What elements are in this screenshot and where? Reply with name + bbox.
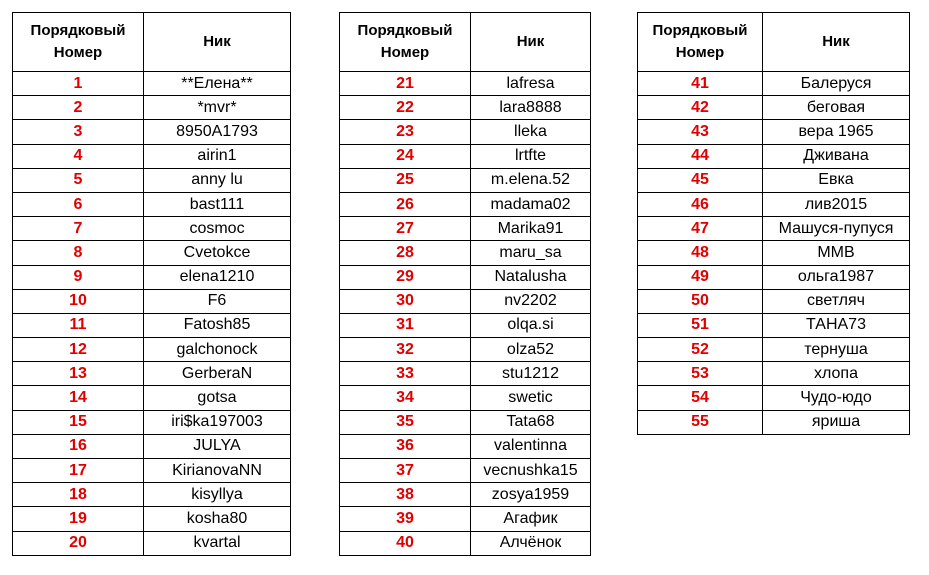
table-row: [13, 241, 291, 265]
header-number: Порядковый Номер: [340, 13, 471, 72]
table-row: [638, 289, 910, 313]
table-row: [340, 120, 591, 144]
row-nick: cosmoc: [144, 217, 291, 241]
row-nick: bast111: [144, 192, 291, 216]
row-nick: хлопа: [763, 362, 910, 386]
row-number: 45: [638, 168, 763, 192]
row-nick: лив2015: [763, 192, 910, 216]
header-number: Порядковый Номер: [638, 13, 763, 72]
row-nick: lrtfte: [471, 144, 591, 168]
row-nick: swetic: [471, 386, 591, 410]
row-nick: беговая: [763, 96, 910, 120]
row-number: 12: [13, 338, 144, 362]
row-nick: lara8888: [471, 96, 591, 120]
row-nick: zosya1959: [471, 483, 591, 507]
row-number: 2: [13, 96, 144, 120]
row-nick: olqa.si: [471, 313, 591, 337]
row-number: 38: [340, 483, 471, 507]
row-nick: F6: [144, 289, 291, 313]
table-row: [13, 72, 291, 96]
row-nick: Чудо-юдо: [763, 386, 910, 410]
row-nick: ТАНА73: [763, 313, 910, 337]
row-nick: Балеруся: [763, 72, 910, 96]
table-row: [340, 265, 591, 289]
row-nick: ММВ: [763, 241, 910, 265]
row-number: 43: [638, 120, 763, 144]
table-row: [340, 338, 591, 362]
row-nick: GerberaN: [144, 362, 291, 386]
table-row: [13, 265, 291, 289]
row-nick: gotsa: [144, 386, 291, 410]
row-nick: madama02: [471, 192, 591, 216]
table-row: [340, 241, 591, 265]
row-number: 13: [13, 362, 144, 386]
row-number: 49: [638, 265, 763, 289]
row-number: 39: [340, 507, 471, 531]
row-nick: elena1210: [144, 265, 291, 289]
row-number: 5: [13, 168, 144, 192]
table-row: [638, 168, 910, 192]
header-nick: Ник: [763, 13, 910, 72]
row-number: 48: [638, 241, 763, 265]
row-number: 47: [638, 217, 763, 241]
row-number: 30: [340, 289, 471, 313]
table-row: [340, 72, 591, 96]
table-row: [638, 144, 910, 168]
row-number: 4: [13, 144, 144, 168]
table-row: [340, 313, 591, 337]
row-number: 31: [340, 313, 471, 337]
row-nick: Cvetokce: [144, 241, 291, 265]
table-row: [13, 531, 291, 555]
row-nick: maru_sa: [471, 241, 591, 265]
table-row: [340, 531, 591, 555]
row-number: 16: [13, 434, 144, 458]
row-nick: iri$ka197003: [144, 410, 291, 434]
table-row: [13, 289, 291, 313]
row-nick: JULYA: [144, 434, 291, 458]
row-number: 46: [638, 192, 763, 216]
row-number: 41: [638, 72, 763, 96]
row-nick: вера 1965: [763, 120, 910, 144]
table-row: [13, 144, 291, 168]
table-row: [13, 192, 291, 216]
row-number: 44: [638, 144, 763, 168]
row-nick: светляч: [763, 289, 910, 313]
table-row: [340, 410, 591, 434]
table-row: [638, 362, 910, 386]
row-nick: lleka: [471, 120, 591, 144]
row-number: 6: [13, 192, 144, 216]
table-row: [13, 459, 291, 483]
row-nick: Marika91: [471, 217, 591, 241]
row-nick: Евка: [763, 168, 910, 192]
table-row: [638, 192, 910, 216]
row-nick: Машуся-пупуся: [763, 217, 910, 241]
row-number: 34: [340, 386, 471, 410]
row-nick: lafresa: [471, 72, 591, 96]
row-nick: ольга1987: [763, 265, 910, 289]
row-number: 11: [13, 313, 144, 337]
row-number: 27: [340, 217, 471, 241]
row-number: 1: [13, 72, 144, 96]
row-number: 10: [13, 289, 144, 313]
table-row: [340, 96, 591, 120]
table-row: [638, 120, 910, 144]
row-number: 21: [340, 72, 471, 96]
row-number: 20: [13, 531, 144, 555]
row-nick: airin1: [144, 144, 291, 168]
table-row: [638, 338, 910, 362]
table-row: [340, 386, 591, 410]
row-nick: Алчёнок: [471, 531, 591, 555]
table-row: [638, 265, 910, 289]
row-number: 55: [638, 410, 763, 434]
row-number: 14: [13, 386, 144, 410]
table-row: [13, 313, 291, 337]
table-body: [340, 72, 591, 556]
table-row: [340, 459, 591, 483]
table-row: [340, 362, 591, 386]
row-number: 25: [340, 168, 471, 192]
table-row: [638, 313, 910, 337]
row-number: 24: [340, 144, 471, 168]
row-nick: Tata68: [471, 410, 591, 434]
table-row: [13, 120, 291, 144]
row-nick: olza52: [471, 338, 591, 362]
table-row: [340, 289, 591, 313]
row-number: 50: [638, 289, 763, 313]
table-row: [638, 217, 910, 241]
row-nick: тернуша: [763, 338, 910, 362]
row-number: 53: [638, 362, 763, 386]
row-number: 29: [340, 265, 471, 289]
row-number: 32: [340, 338, 471, 362]
table-row: [13, 338, 291, 362]
row-number: 9: [13, 265, 144, 289]
table-row: [340, 434, 591, 458]
row-number: 33: [340, 362, 471, 386]
table-row: [13, 434, 291, 458]
row-nick: **Елена**: [144, 72, 291, 96]
header-nick: Ник: [471, 13, 591, 72]
table-row: [13, 483, 291, 507]
row-number: 22: [340, 96, 471, 120]
table-row: [13, 168, 291, 192]
nick-table-3: [637, 12, 910, 435]
row-nick: m.elena.52: [471, 168, 591, 192]
row-nick: vecnushka15: [471, 459, 591, 483]
table-row: [13, 410, 291, 434]
table-row: [13, 217, 291, 241]
row-number: 36: [340, 434, 471, 458]
row-nick: valentinna: [471, 434, 591, 458]
row-number: 26: [340, 192, 471, 216]
row-number: 37: [340, 459, 471, 483]
row-nick: stu1212: [471, 362, 591, 386]
row-nick: kisyllya: [144, 483, 291, 507]
row-nick: Fatosh85: [144, 313, 291, 337]
header-row: [13, 13, 291, 72]
table-row: [340, 168, 591, 192]
row-number: 3: [13, 120, 144, 144]
header-number: Порядковый Номер: [13, 13, 144, 72]
table-row: [638, 96, 910, 120]
row-nick: Агафик: [471, 507, 591, 531]
row-number: 52: [638, 338, 763, 362]
table-row: [340, 144, 591, 168]
table-row: [13, 362, 291, 386]
table-row: [340, 483, 591, 507]
table-row: [638, 241, 910, 265]
row-number: 19: [13, 507, 144, 531]
table-row: [638, 410, 910, 434]
header-nick: Ник: [144, 13, 291, 72]
table-row: [13, 507, 291, 531]
row-nick: яриша: [763, 410, 910, 434]
header-row: [340, 13, 591, 72]
table-row: [340, 192, 591, 216]
header-row: [638, 13, 910, 72]
row-number: 17: [13, 459, 144, 483]
table-row: [340, 217, 591, 241]
row-number: 8: [13, 241, 144, 265]
row-nick: KirianovaNN: [144, 459, 291, 483]
row-number: 40: [340, 531, 471, 555]
row-nick: kosha80: [144, 507, 291, 531]
table-row: [13, 386, 291, 410]
nick-table-1: [12, 12, 291, 556]
row-nick: nv2202: [471, 289, 591, 313]
table-row: [340, 507, 591, 531]
row-number: 42: [638, 96, 763, 120]
row-number: 35: [340, 410, 471, 434]
table-row: [638, 72, 910, 96]
row-number: 18: [13, 483, 144, 507]
row-nick: 8950A1793: [144, 120, 291, 144]
row-nick: kvartal: [144, 531, 291, 555]
row-number: 54: [638, 386, 763, 410]
row-number: 28: [340, 241, 471, 265]
table-body: [638, 72, 910, 435]
row-nick: Natalusha: [471, 265, 591, 289]
table-row: [13, 96, 291, 120]
table-row: [638, 386, 910, 410]
row-number: 23: [340, 120, 471, 144]
table-body: [13, 72, 291, 556]
row-nick: anny lu: [144, 168, 291, 192]
row-number: 7: [13, 217, 144, 241]
row-nick: Дживана: [763, 144, 910, 168]
row-number: 51: [638, 313, 763, 337]
row-number: 15: [13, 410, 144, 434]
row-nick: *mvr*: [144, 96, 291, 120]
row-nick: galchonock: [144, 338, 291, 362]
nick-table-2: [339, 12, 591, 556]
